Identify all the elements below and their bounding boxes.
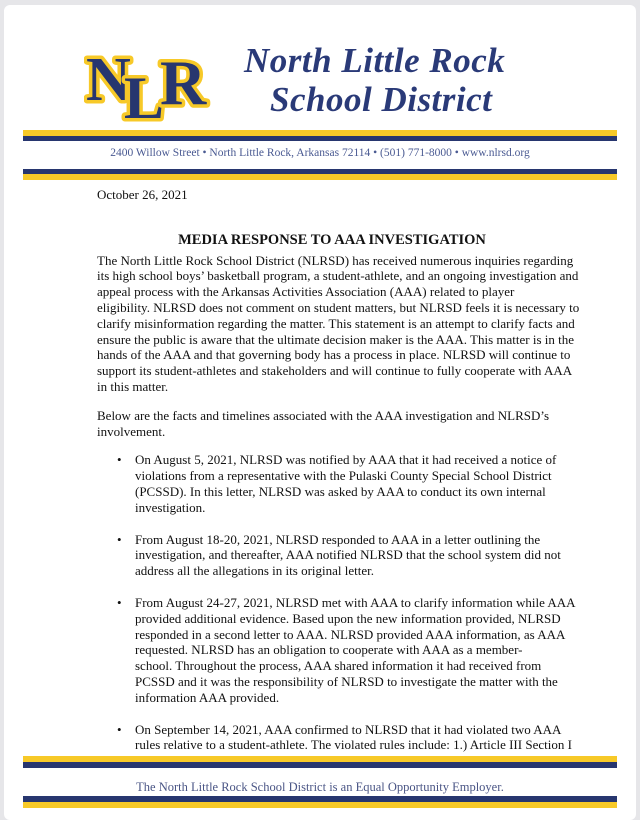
text-line: information AAA provided. (135, 689, 280, 705)
text-line: eligibility. NLRSD does not comment on student matters, but NLRSD feels it is necessary to (97, 299, 580, 315)
svg-text:R: R (160, 47, 207, 118)
district-name-line1: North Little Rock (244, 41, 506, 80)
text-line: involvement. (97, 423, 166, 439)
svg-text:N: N (86, 46, 131, 114)
text-line: (PCSSD). In this letter, NLRSD was asked by AAA to conduct its own internal (135, 483, 546, 499)
timeline-item (97, 721, 572, 754)
timeline-item (97, 594, 576, 706)
text-line: appeal process with the Arkansas Activities Association (AAA) related to player (97, 284, 515, 300)
text-line: From August 24-27, 2021, NLRSD met with AAA to clarify information while AAA (135, 594, 576, 610)
text-line: investigation, and thereafter, AAA notified NLRSD that the school system did not (135, 547, 561, 563)
text-line: Below are the facts and timelines associated with the AAA investigation and NLRSD’s (97, 407, 550, 423)
svg-text:L: L (124, 65, 165, 122)
text-line: hands of the AAA and that governing body has a process in place. NLRSD will continue to (97, 347, 571, 363)
bullet-icon: • (117, 531, 122, 547)
district-name-line2: School District (270, 80, 493, 119)
text-line: clarify misinformation regarding the matter. This statement is an attempt to clarify facts and (97, 315, 575, 331)
text-line: On September 14, 2021, AAA confirmed to NLRSD that it had violated two AAA (135, 721, 562, 737)
paragraph (97, 252, 580, 395)
timeline-item (97, 452, 567, 515)
text-line: address all the allegations in its original letter. (135, 563, 374, 579)
text-line: ensure the public is aware that the ultimate decision maker is the AAA. This matter is in the (97, 331, 575, 347)
bullet-icon: • (117, 594, 122, 610)
timeline-list (97, 452, 576, 753)
text-line: requested. NLRSD has an obligation to cooperate with AAA as a member- (135, 642, 523, 658)
text-line: responded in a second letter to AAA. NLRSD provided AAA information, as AAA (135, 626, 566, 642)
text-line: On August 5, 2021, NLRSD was notified by AAA that it had received a notice of (135, 452, 557, 468)
text-line: support its student-athletes and stakeholders and will continue to fully cooperate with AAA (97, 363, 573, 379)
bullet-icon: • (117, 721, 122, 737)
text-line: its high school boys’ basketball program, a student-athlete, and an ongoing investigation and (97, 268, 579, 284)
nlr-logo (84, 38, 234, 122)
bullet-icon: • (117, 452, 122, 468)
footer-gold-stripe-2 (23, 802, 617, 808)
text-line: violations from a representative with the Pulaski County Special School District (135, 468, 552, 484)
text-line: PCSSD and it was the responsibility of NLRSD to investigate the matter with the (135, 673, 558, 689)
timeline-item (97, 532, 567, 579)
text-line: rules relative to a student-athlete. The violated rules include: 1.) Article III Section I (135, 737, 572, 753)
paragraph (97, 408, 567, 440)
footer-eoe-statement: The North Little Rock School District is an Equal Opportunity Employer. (136, 780, 504, 794)
footer-navy-stripe (23, 762, 617, 768)
text-line: The North Little Rock School District (NLRSD) has received numerous inquiries regarding (97, 252, 574, 268)
header-gold-stripe-2 (23, 174, 617, 180)
text-line: in this matter. (97, 378, 169, 394)
text-line: From August 18-20, 2021, NLRSD responded to AAA in a letter outlining the (135, 531, 541, 547)
letterhead-address: 2400 Willow Street • North Little Rock, Arkansas 72114 • (501) 771-8000 • www.nlrsd.org (110, 147, 530, 159)
text-line: school. Throughout the process, AAA shared information it had received from (135, 658, 542, 674)
text-line: investigation. (135, 499, 206, 515)
text-line: provided additional evidence. Based upon the new information provided, NLRSD (135, 610, 561, 626)
letter-title: MEDIA RESPONSE TO AAA INVESTIGATION (178, 231, 486, 248)
letter-body (97, 187, 580, 769)
header-navy-stripe (23, 136, 617, 141)
letter-date: October 26, 2021 (97, 187, 188, 202)
